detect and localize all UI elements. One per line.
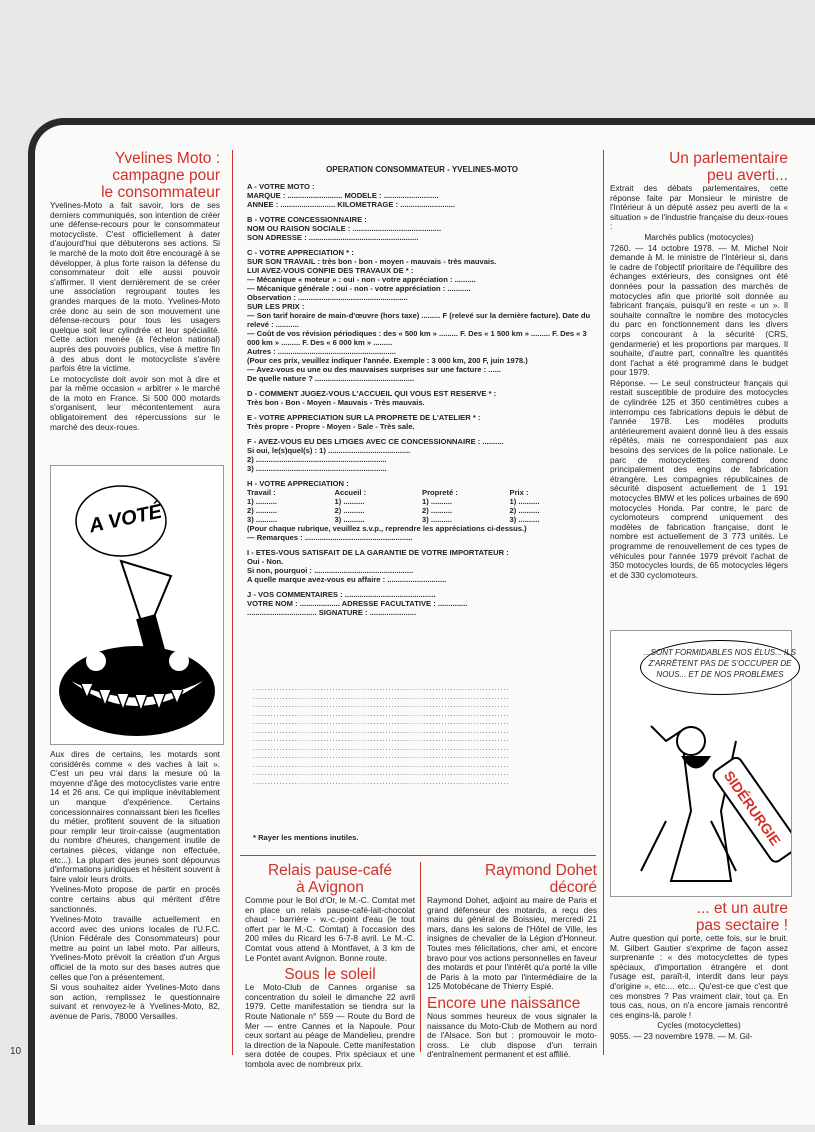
paragraph: Aux dires de certains, les motards sont considérés comme « des vaches à lait ». C'est un peu vrai dans la mesure où la moyenne d'âge des motocyclistes varie entre 14 et 26 ans. Ce qui implique inévitablement un manque d'expérience. Certains concessionnaires connaissant bien les ficelles du métier, profitent souvent de la situation pour remplir leur tiroir-caisse (augmentation du nombre d'heures, changement inutile de certaines pièces, vidange non effectuée, etc...). La plupart des jeunes sont dépourvus d'informations juridiques et hésitent souvent à faire valoir leurs droits. bbox=[50, 749, 220, 884]
grid-cell[interactable]: 2) .......... bbox=[422, 506, 452, 515]
title-line: campagne pour bbox=[112, 167, 220, 184]
form-line: I - ETES-VOUS SATISFAIT DE LA GARANTIE DE VOTRE IMPORTATEUR : bbox=[247, 548, 509, 557]
paragraph: Comme pour le Bol d'Or, le M.-C. Comtat met en place un relais pause-café-lait-chocolat chaud - barrière - w.-c.-point d'eau (le tout offert par le M.-C. Comtat) à l'occasion des 200 miles du Ricard les 6-7-8 avril. Le M.-C. Comtat vous attend à Montfavet, à 3 km de Le Pontet avant Avignon. Bonne route. bbox=[245, 895, 415, 963]
right-article-2 bbox=[610, 900, 788, 1043]
grid-header: Propreté : bbox=[422, 488, 458, 497]
form-line[interactable]: SON ADRESSE : .................................................... bbox=[247, 233, 419, 242]
paragraph: Yvelines-Moto a fait savoir, lors de ses derniers communiqués, son intention de créer une défense-recours pour le consommateur motocycliste. C'est officiellement à dater d'aujourd'hui que débuterons ses actions. Si le marché de la moto doit être encouragé à se développer, à plus forte raison la défense du consommateur doit elle aussi pouvoir s'affirmer. Il vient dernièrement de se créer une association regroupant toutes les grandes marques de la moto. Yvelines-Moto crée donc au sein de son mouvement une défense-recours pour tous les usagers quelque soit leur cylindrée et leur spécialité. Cette action menée (à l'échelon national) auprès des pouvoirs publics, vise à mettre fin à des abus dont le motocycliste s'avère parfois être la victime. bbox=[50, 200, 220, 374]
form-line: C - VOTRE APPRECIATION * : bbox=[247, 248, 354, 257]
form-line[interactable]: — Son tarif horaire de main-d'œuvre (hors taxe) ......... F (relevé sur la dernière facture). Date du relevé : ........... bbox=[247, 311, 591, 329]
left-article-continued bbox=[50, 750, 220, 1023]
soleil-title: Sous le soleil bbox=[284, 966, 376, 984]
paragraph: Réponse. — Le seul constructeur français qui restait susceptible de produire des motocycles de cylindrée 125 et 350 centimètres cubes a interrompu ces fabrications depuis le début de l'année 1978. Les modèles produits antérieurement avaient donné lieu à des essais répétés, mais ne correspondaient pas aux besoins des services de la police nationale. Le parc de motocyclettes comprend donc principalement des engins de fabrication étrangère. Les compagnies républicaines de sécurité disposent actuellement de 1 191 motocycles BMW et les polices urbaines de 690 motocycles Honda. Par contre, le parc de cyclomoteurs comprend uniquement des modèles de fabrication française, dont le nombre est actuellement de 3 773 unités. Le programme de renouvellement de ces types de véhicules pour l'année 1979 prévoit l'achat de 350 motocycles lourds, de 65 motocycles légers et de 330 cyclomoteurs. bbox=[610, 377, 788, 580]
cartoon-caption: A VOTÉ bbox=[87, 500, 164, 538]
form-line[interactable]: ................................. SIGNATURE : ...................... bbox=[247, 608, 417, 617]
form-line[interactable]: ANNEE : .......................... KILOMETRAGE : .......................... bbox=[247, 200, 456, 209]
form-line[interactable]: J - VOS COMMENTAIRES : ........................................... bbox=[247, 590, 436, 599]
paragraph: Nous sommes heureux de vous signaler la naissance du Moto-Club de Mothern au nord de l'Alsace. Son but : promouvoir le moto-cross. Le club dispose d'un terrain d'entraînement permanent et est affilié. bbox=[427, 1010, 597, 1060]
grid-cell[interactable]: 1) .......... bbox=[247, 497, 277, 506]
form-line[interactable]: — Mécanique « moteur » : oui - non - votre appréciation : .......... bbox=[247, 275, 476, 284]
dohet-article bbox=[427, 862, 597, 1061]
form-line: A - VOTRE MOTO : bbox=[247, 182, 315, 191]
form-line: (Pour chaque rubrique, veuillez s.v.p., reprendre les appréciations ci-dessus.) bbox=[247, 524, 527, 533]
right-article bbox=[610, 150, 788, 581]
form-line: H - VOTRE APPRECIATION : bbox=[247, 479, 349, 488]
grid-cell[interactable]: 2) .......... bbox=[509, 506, 540, 515]
speech-bubble: ...SONT FORMIDABLES NOS ÉLUS... ILS Z'ARRÊTENT PAS DE S'OCCUPER DE NOUS... ET DE NOS PROBLÈMES bbox=[640, 640, 800, 695]
form-line[interactable]: A quelle marque avez-vous eu affaire : ............................ bbox=[247, 575, 447, 584]
grid-header: Travail : bbox=[247, 488, 276, 497]
grid-cell[interactable]: 3) .......... bbox=[422, 515, 452, 524]
form-line[interactable]: F - AVEZ-VOUS EU DES LITIGES AVEC CE CONCESSIONNAIRE : .......... bbox=[247, 437, 504, 446]
right-article-title: Un parlementaire peu averti... bbox=[669, 150, 788, 184]
paragraph: 9055. — 23 novembre 1978. — M. Gil- bbox=[610, 1030, 753, 1041]
naissance-title: Encore une naissance bbox=[427, 994, 581, 1012]
paragraph: Si vous souhaitez aider Yvelines-Moto dans son action, remplissez le questionnaire suivant et renvoyez-le à Yvelines-Moto, 82, avenue de Paris, 78000 Versailles. bbox=[50, 982, 220, 1022]
left-article bbox=[50, 150, 220, 433]
paragraph: Le motocycliste doit avoir son mot à dire et par la même occasion « arbitrer » le marché de la moto en France. Si 500 000 motards s'organisent, leur mécontentement aura obligatoirement des répercussions sur le marché des deux-roues. bbox=[50, 373, 220, 432]
form-title: OPERATION CONSOMMATEUR - YVELINES-MOTO bbox=[326, 165, 518, 174]
form-line[interactable]: Autres : ........................................................ bbox=[247, 347, 396, 356]
appreciation-grid bbox=[247, 488, 597, 524]
form-line: LUI AVEZ-VOUS CONFIE DES TRAVAUX DE * : bbox=[247, 266, 414, 275]
vote-cartoon bbox=[50, 465, 224, 745]
form-line[interactable]: 2) .............................................................. bbox=[247, 455, 387, 464]
grid-header: Prix : bbox=[509, 488, 529, 497]
paragraph: Yvelines-Moto travaille actuellement en accord avec des unions locales de l'U.F.C. (Union Fédérale des Consommateurs) pour mettre au point un label moto. Par ailleurs, Yvelines-Moto prévoit la création d'un Argus officiel de la moto sur des bases autres que celles que l'on a présentement. bbox=[50, 914, 220, 982]
sign-text: SIDÉRURGIE bbox=[720, 767, 784, 849]
form-line[interactable]: SUR SON TRAVAIL : très bon - bon - moyen - mauvais - très mauvais. bbox=[247, 257, 497, 266]
grid-cell[interactable]: 2) .......... bbox=[334, 506, 365, 515]
form-line[interactable]: MARQUE : .......................... MODELE : .......................... bbox=[247, 191, 439, 200]
form-line: SUR LES PRIX : bbox=[247, 302, 305, 311]
section-rule bbox=[240, 855, 596, 856]
form-line[interactable]: — Avez-vous eu une ou des mauvaises surprises sur une facture : ...... bbox=[247, 365, 501, 374]
column-rule bbox=[420, 862, 421, 1052]
form-line: D - COMMENT JUGEZ-VOUS L'ACCUEIL QUI VOUS EST RESERVE * : bbox=[247, 389, 497, 398]
title-line: Yvelines Moto : bbox=[114, 150, 220, 167]
form-line: (Pour ces prix, veuillez indiquer l'année. Exemple : 3 000 km, 200 F, juin 1978.) bbox=[247, 356, 528, 365]
grid-cell[interactable]: 1) .......... bbox=[422, 497, 452, 506]
paragraph: Le Moto-Club de Cannes organise sa concentration du soleil le dimanche 22 avril 1979. Cette manifestation se tiendra sur la Route Nationale n° 559 — Route du Bord de Mer — entre Cannes et la Napoule. Pour ceux sortant au péage de Mandelieu, prendre la direction de la Napoule. Cette manifestation sera dotée de coupes. Prix spéciaux et une tombola avec de nombreux prix. bbox=[245, 982, 415, 1069]
form-line[interactable]: — Mécanique générale : oui - non - votre appréciation : ........... bbox=[247, 284, 471, 293]
column-rule bbox=[603, 150, 604, 1055]
grid-cell[interactable]: 1) .......... bbox=[509, 497, 540, 506]
form-line: B - VOTRE CONCESSIONNAIRE : bbox=[247, 215, 367, 224]
relais-title: Relais pause-café à Avignon bbox=[267, 862, 393, 896]
dohet-title: Raymond Dohet décoré bbox=[484, 862, 597, 896]
form-line: E - VOTRE APPRECIATION SUR LA PROPRETE DE L'ATELIER * : bbox=[247, 413, 481, 422]
grid-header: Accueil : bbox=[334, 488, 367, 497]
relais-article bbox=[245, 862, 415, 1071]
form-line[interactable]: Si non, pourquoi : ............................................... bbox=[247, 566, 414, 575]
form-footnote: * Rayer les mentions inutiles. bbox=[253, 833, 359, 842]
paragraph: Yvelines-Moto propose de partir en procès contre certains abus qui méritent d'être sanctionnés. bbox=[50, 884, 220, 914]
grid-cell[interactable]: 1) .......... bbox=[334, 497, 365, 506]
subhead: Marchés publics (motocycles) bbox=[644, 231, 754, 242]
form-line[interactable]: — Coût de vos révision périodiques : des « 500 km » ......... F. Des « 1 500 km » ......... F. Des « 3 000 km » ......... F. Des « 6 000 km » ......... bbox=[247, 329, 587, 347]
form-line[interactable]: 3) .............................................................. bbox=[247, 464, 387, 473]
paragraph: 7260. — 14 octobre 1978. — M. Michel Noir demande à M. le ministre de l'Intérieur si, dans le cadre de l'objectif prioritaire de l'équilibre des échanges extérieurs, des consignes ont été données pour la passation des marchés de motocycles afin que priorité soit donnée au fabricant français, puisqu'il en reste « un ». Il souhaite connaître le nombre des motocycles du parc en fonctionnement dans les divers corps concourant à la sécurité (CRS, gendarmerie) et les proportions par marques. Il souhaite, d'autre part, connaître les quantités dont l'achat a été programmé dans le budget pour 1979. bbox=[610, 242, 788, 378]
grid-cell[interactable]: 3) .......... bbox=[334, 515, 365, 524]
form-line[interactable]: Si oui, le(s)quel(s) : 1) ....................................... bbox=[247, 446, 411, 455]
consumer-form bbox=[247, 165, 597, 617]
subhead: Cycles (motocyclettes) bbox=[657, 1020, 741, 1031]
grid-cell[interactable]: 2) .......... bbox=[247, 506, 277, 515]
comment-lines[interactable]: ....................................................................................... ....................................................................................... ....................................................................................... ....................................................................................... ....................................................................................... ....................................................................................... ....................................................................................... ....................................................................................... ....................................................................................... ....................................................................................... ....................................................................................... ....................................................................................... bbox=[253, 685, 510, 786]
form-line[interactable]: Observation : .................................................... bbox=[247, 293, 408, 302]
paragraph: Raymond Dohet, adjoint au maire de Paris et grand défenseur des motards, a reçu des mains du général de Boissieu, mercredi 21 mars, dans les salons de l'Hôtel de Ville, les insignes de chevalier de la Légion d'Honneur. Toutes mes félicitations, cher ami, et encore bravo pour vos actions personnelles en faveur des motards et pour l'intérêt qu'a porté la ville de Paris à la moto par l'intermédiaire de la 125 Motobécane de Thierry Espié. bbox=[427, 895, 597, 992]
grid-cell[interactable]: 3) .......... bbox=[509, 515, 540, 524]
form-line[interactable]: — Remarques : ................................................... bbox=[247, 533, 413, 542]
paragraph: Extrait des débats parlementaires, cette réponse faite par Monsieur le ministre de l'Intérieur à un député assez peu averti de la « situation » de l'industrie française du deux-roues : bbox=[610, 183, 788, 232]
right-article-2-title: ... et un autre pas sectaire ! bbox=[695, 900, 788, 934]
grid-cell[interactable]: 3) .......... bbox=[247, 515, 277, 524]
form-line[interactable]: Très bon - Bon - Moyen - Mauvais - Très mauvais. bbox=[247, 398, 425, 407]
form-line[interactable]: VOTRE NOM : ................... ADRESSE FACULTATIVE : .............. bbox=[247, 599, 468, 608]
form-line[interactable]: NOM OU RAISON SOCIALE : .......................................... bbox=[247, 224, 442, 233]
column-rule bbox=[232, 150, 233, 1055]
paragraph: Autre question qui porte, cette fois, sur le bruit. M. Gilbert Gautier s'exprime de façon assez surprenante : « des motocyclettes de types spéciaux, d'importation étrangère et dont l'usage est, paraît-il, interdit dans leur pays d'origine », etc.... etc... Qu'est-ce que c'est que ces monstres ? Pas vraiment clair, tout ça. En tous cas, nous, on n'a encore jamais rencontré ces engins-là, parole ! bbox=[610, 933, 788, 1020]
cartoon-illustration bbox=[51, 466, 223, 744]
form-line[interactable]: Oui - Non. bbox=[247, 557, 284, 566]
left-article-title bbox=[50, 150, 220, 201]
form-line[interactable]: Très propre - Propre - Moyen - Sale - Très sale. bbox=[247, 422, 415, 431]
title-line: le consommateur bbox=[101, 184, 220, 201]
page-number: 10 bbox=[10, 1046, 22, 1057]
form-line[interactable]: De quelle nature ? ............................................... bbox=[247, 374, 415, 383]
